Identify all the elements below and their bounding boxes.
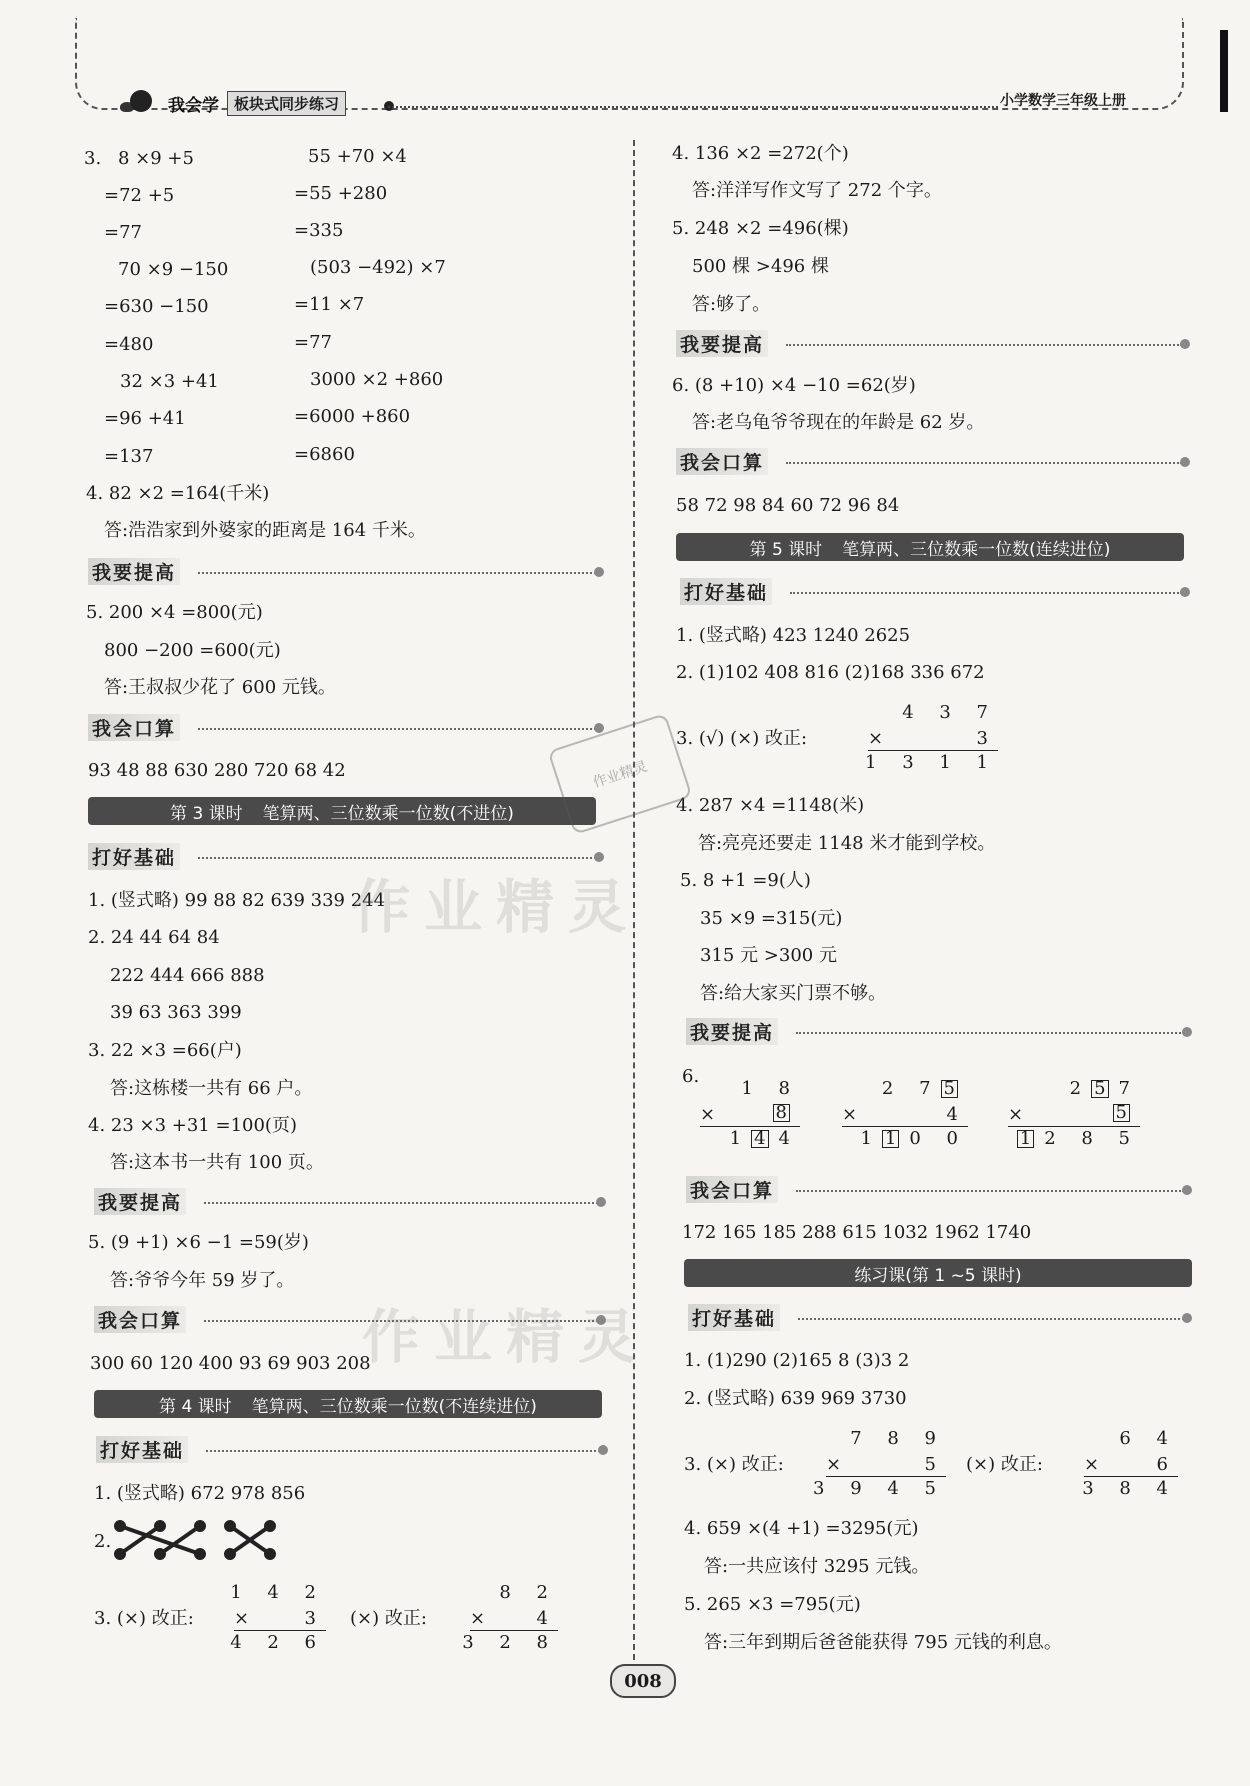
- answer-line: 2. (1)102 408 816 (2)168 336 672: [676, 662, 985, 683]
- answer-sentence: 答:这本书一共有 100 页。: [110, 1152, 324, 1173]
- mental-math-answers: 300 60 120 400 93 69 903 208: [90, 1353, 371, 1374]
- lesson-banner: 第 5 课时 笔算两、三位数乘一位数(连续进位): [676, 533, 1184, 561]
- answer-line: 3. (×) 改正:: [684, 1454, 784, 1475]
- vertical-multiplication-puzzle: 2 7 5 × 4 1 1 0 0: [842, 1078, 968, 1149]
- calc-step: =6000 +860: [294, 406, 411, 427]
- brand-name: 我会学: [168, 95, 219, 116]
- answer-line: (×) 改正:: [966, 1454, 1043, 1475]
- lesson-banner: 练习课(第 1 ~5 课时): [684, 1259, 1192, 1287]
- answer-sentence: 答:浩浩家到外婆家的距离是 164 千米。: [104, 520, 426, 541]
- section-heading: 我会口算: [94, 1306, 606, 1336]
- answer-line: 222 444 666 888: [110, 965, 265, 986]
- answer-sentence: 答:三年到期后爸爸能获得 795 元钱的利息。: [704, 1632, 1062, 1653]
- series-name: 板块式同步练习: [227, 91, 346, 116]
- answer-sentence: 答:亮亮还要走 1148 米才能到学校。: [698, 833, 996, 854]
- lesson-banner: 第 4 课时 笔算两、三位数乘一位数(不连续进位): [94, 1390, 602, 1418]
- answer-sentence: 答:王叔叔少花了 600 元钱。: [104, 677, 336, 698]
- section-heading: 我会口算: [676, 448, 1190, 478]
- header-dotted-line: [388, 106, 998, 108]
- calc-step: =11 ×7: [294, 294, 365, 315]
- answer-line: 5. 8 +1 =9(人): [680, 870, 811, 891]
- answer-line: 35 ×9 =315(元): [700, 908, 843, 929]
- answer-line: 3. (√) (×) 改正:: [676, 728, 808, 749]
- answer-line: 5. 200 ×4 =800(元): [86, 602, 263, 623]
- mascot-icon: [120, 88, 160, 118]
- answer-line: (×) 改正:: [350, 1608, 427, 1629]
- calc-step: 32 ×3 +41: [120, 371, 219, 392]
- answer-line: 1. (竖式略) 423 1240 2625: [676, 625, 911, 646]
- calc-step: 3000 ×2 +860: [310, 369, 444, 390]
- calc-step: 70 ×9 −150: [118, 259, 229, 280]
- answer-line: 4. 82 ×2 =164(千米): [86, 483, 270, 504]
- calc-step: =6860: [294, 444, 355, 465]
- answer-sentence: 答:够了。: [692, 294, 771, 315]
- answer-sentence: 答:洋洋写作文写了 272 个字。: [692, 180, 942, 201]
- answer-line: 2. 24 44 64 84: [88, 927, 220, 948]
- answer-line: 1. (1)290 (2)165 8 (3)3 2: [684, 1350, 910, 1371]
- answer-line: 800 −200 =600(元): [104, 640, 281, 661]
- header-brand: [120, 88, 346, 118]
- subject-title: 小学数学三年级上册: [1000, 93, 1126, 109]
- section-heading: 打好基础: [88, 843, 604, 873]
- answer-line: 2. (竖式略) 639 969 3730: [684, 1388, 907, 1409]
- section-heading: 打好基础: [96, 1436, 608, 1466]
- calc-step: =77: [104, 222, 142, 243]
- calc-step: 55 +70 ×4: [308, 146, 407, 167]
- question-number: 3.: [84, 148, 102, 169]
- answer-sentence: 答:爷爷今年 59 岁了。: [110, 1270, 295, 1291]
- answer-line: 4. 136 ×2 =272(个): [672, 143, 849, 164]
- answer-line: 4. 659 ×(4 +1) =3295(元): [684, 1518, 919, 1539]
- watermark-text: 作业精灵: [352, 873, 641, 941]
- section-heading: 我要提高: [686, 1018, 1192, 1048]
- matching-lines-figure: [112, 1516, 282, 1566]
- answer-sentence: 答:这栋楼一共有 66 户。: [110, 1078, 313, 1099]
- page-corner-mark: [1220, 30, 1228, 112]
- answer-line: 3. (×) 改正:: [94, 1608, 194, 1629]
- answer-line: 2.: [94, 1531, 112, 1552]
- vertical-multiplication: 4 3 7 × 3 1 3 1 1: [865, 702, 998, 773]
- section-heading: 我会口算: [88, 714, 604, 744]
- section-heading: 我要提高: [676, 330, 1190, 360]
- answer-line: 5. 265 ×3 =795(元): [684, 1594, 861, 1615]
- vertical-multiplication: 6 4 × 6 3 8 4: [1082, 1428, 1178, 1499]
- section-heading: 打好基础: [680, 578, 1190, 608]
- page-number: 008: [610, 1664, 676, 1698]
- watermark-text: 作业精灵: [362, 1303, 651, 1371]
- answer-line: 6.: [682, 1066, 700, 1087]
- section-heading: 打好基础: [688, 1304, 1192, 1334]
- answer-line: 3. 22 ×3 =66(户): [88, 1040, 242, 1061]
- answer-line: 315 元 >300 元: [700, 945, 837, 966]
- calc-step: =335: [294, 220, 344, 241]
- calc-step: (503 −492) ×7: [310, 257, 446, 278]
- mental-math-answers: 93 48 88 630 280 720 68 42: [88, 760, 346, 781]
- calc-step: =480: [104, 334, 154, 355]
- vertical-multiplication: 8 2 × 4 3 2 8: [462, 1582, 558, 1653]
- calc-step: =72 +5: [104, 185, 175, 206]
- vertical-multiplication-puzzle: 1 8 × 8 1 4 4: [700, 1078, 800, 1149]
- answer-sentence: 答:老乌龟爷爷现在的年龄是 62 岁。: [692, 412, 985, 433]
- vertical-multiplication: 7 8 9 × 5 3 9 4 5: [813, 1428, 946, 1499]
- answer-line: 1. (竖式略) 672 978 856: [94, 1483, 306, 1504]
- answer-sentence: 答:给大家买门票不够。: [700, 983, 887, 1004]
- calc-step: =630 −150: [104, 296, 209, 317]
- mental-math-answers: 58 72 98 84 60 72 96 84: [676, 495, 900, 516]
- answer-sentence: 答:一共应该付 3295 元钱。: [704, 1556, 930, 1577]
- answer-line: 39 63 363 399: [110, 1002, 242, 1023]
- mental-math-answers: 172 165 185 288 615 1032 1962 1740: [682, 1222, 1032, 1243]
- answer-line: 1. (竖式略) 99 88 82 639 339 244: [88, 890, 386, 911]
- calc-step: =96 +41: [104, 408, 186, 429]
- watermark-stamp: 作业精灵: [547, 713, 692, 835]
- vertical-multiplication-puzzle: 2 5 7 × 5 1 2 8 5: [1008, 1078, 1140, 1149]
- section-heading: 我要提高: [88, 558, 604, 588]
- answer-line: 6. (8 +10) ×4 −10 =62(岁): [672, 375, 916, 396]
- calc-step: =55 +280: [294, 183, 388, 204]
- lesson-banner: 第 3 课时 笔算两、三位数乘一位数(不进位): [88, 797, 596, 825]
- section-heading: 我会口算: [686, 1176, 1192, 1206]
- calc-step: =77: [294, 332, 332, 353]
- answer-line: 5. (9 +1) ×6 −1 =59(岁): [88, 1232, 309, 1253]
- answer-line: 500 棵 >496 棵: [692, 256, 829, 277]
- calc-step: 8 ×9 +5: [118, 148, 194, 169]
- vertical-multiplication: 1 4 2 × 3 4 2 6: [230, 1582, 326, 1653]
- answer-line: 4. 287 ×4 =1148(米): [676, 795, 865, 816]
- answer-line: 4. 23 ×3 +31 =100(页): [88, 1115, 297, 1136]
- answer-line: 5. 248 ×2 =496(棵): [672, 218, 849, 239]
- section-heading: 我要提高: [94, 1188, 606, 1218]
- calc-step: =137: [104, 446, 154, 467]
